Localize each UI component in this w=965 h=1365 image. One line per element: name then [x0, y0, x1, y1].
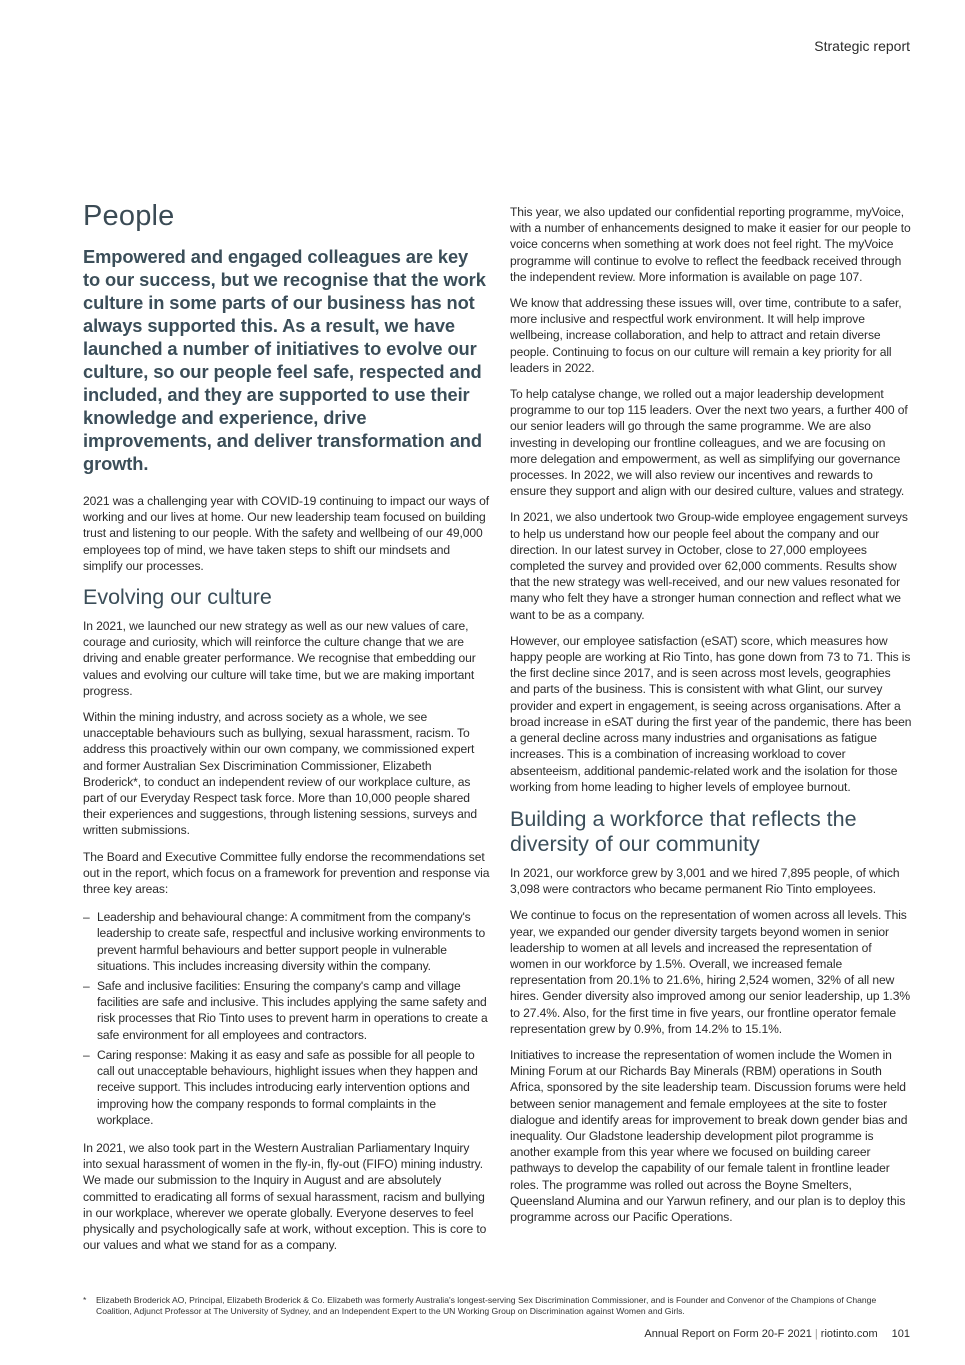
list-item: – Caring response: Making it as easy and safe as possible for all people to call out unacceptable behaviours, highlight issues when they happen and receive support. This includes introducing early intervention options and improving how the company responds to formal complaints in the workplace. — [83, 1047, 490, 1128]
footnote — [83, 1295, 913, 1317]
body-paragraph: In 2021, we also took part in the Western Australian Parliamentary Inquiry into sexual harassment of women in the fly-in, fly-out (FIFO) mining industry. We made our submission to the Inquiry in August and are absolutely committed to eradicating all forms of sexual harassment, racism and bullying in our workplace, wherever we operate globally. Everyone deserves to feel physically and psychologically safe at work, without exception. This is core to our values and what we stand for as a company. — [83, 1140, 487, 1253]
site-link[interactable]: riotinto.com — [820, 1328, 878, 1340]
key-areas-list — [83, 909, 490, 1128]
left-column — [83, 200, 490, 1263]
body-paragraph: In 2021, we also undertook two Group-wide employee engagement surveys to help us understand how our people feel about the company and our direction. In our latest survey in October, close to 27,000 employees completed the survey and provided over 62,000 comments. Results show that the new strategy was well-received, and our new values resonated for many who felt they have a stronger human connection and reflect what we want to be as a company. — [510, 510, 908, 622]
body-paragraph: In 2021, we launched our new strategy as well as our new values of care, courage and curiosity, which will reinforce the culture change that we are driving and enable greater performance. We recognise that embedding our values and evolving our culture will take time, but we are making important progress. — [83, 619, 476, 698]
lead-paragraph: Empowered and engaged colleagues are key to our success, but we recognise that the work culture in some parts of our business has not always supported this. As a result, we have launched a number of initiatives to evolve our culture, so our people feel safe, respected and included, and they are supported to use their knowledge and experience, drive improvements, and deliver transformation and growth. — [83, 246, 486, 474]
page-footer — [644, 1328, 910, 1340]
body-paragraph: This year, we also updated our confidential reporting programme, myVoice, with a number of enhancements designed to make it easier for our people to voice concerns when something at work does not feel right. The myVoice programme will continue to evolve to reflect the feedback received through the independent review. More information is available on page 107. — [510, 205, 911, 284]
section-label: Strategic report — [814, 38, 910, 54]
body-paragraph: We know that addressing these issues will, over time, contribute to a safer, more inclusive and respectful work environment. It will help improve wellbeing, increase collaboration, and help to attract and retain diverse people. Continuing to focus on our culture will remain a key priority for all leaders in 2022. — [510, 296, 902, 375]
right-column — [510, 204, 912, 1235]
body-paragraph: The Board and Executive Committee fully endorse the recommendations set out in the report, which focus on a framework for prevention and response via three key areas: — [83, 849, 490, 897]
footnote-mark: * — [83, 1295, 87, 1305]
list-item: – Safe and inclusive facilities: Ensuring the company's camp and village facilities are safe and inclusive. This includes applying the same safety and risk processes that Rio Tinto uses to prevent harm in operations to create a safe environment for all employees and contractors. — [83, 978, 490, 1043]
body-paragraph: Within the mining industry, and across society as a whole, we see unacceptable behaviours such as bullying, sexual harassment, racism. To address this proactively within our own company, we commissioned expert and former Australian Sex Discrimination Commissioner, Elizabeth Broderick*, to conduct an independent review of our workplace culture, as part of our Everyday Respect task force. More than 10,000 people shared their experiences and suggestions, through listening sessions, surveys and written submissions. — [83, 710, 477, 838]
body-paragraph: However, our employee satisfaction (eSAT) score, which measures how happy people are working at Rio Tinto, has gone down from 73 to 71. This is the first decline since 2017, and is seen across most levels, geographies and parts of the business. This is consistent with what Glint, our survey provider and expert in engagement, is seeing across organisations. After a broad increase in eSAT during the first year of the pandemic, there has been a general decline across many industries and organisations as fatigue increases. This is a combination of increasing workload to cover absenteeism, additional pandemic-related work and the isolation for those working from home leading to higher levels of employee burnout. — [510, 633, 912, 794]
footnote-text: Elizabeth Broderick AO, Principal, Elizabeth Broderick & Co. Elizabeth was formerly Australia's longest-serving Sex Discrimination Commissioner, and is Founder and Convenor of the Champions of Change Coalition, Adjunct Professor at The University of Sydney, and an Independent Expert to the UN Working Group on Discrimination against Women and Girls. — [96, 1295, 877, 1316]
footer-separator: | — [814, 1328, 818, 1340]
body-paragraph: In 2021, our workforce grew by 3,001 and we hired 7,895 people, of which 3,098 were contractors who became permanent Rio Tinto employees. — [510, 865, 900, 897]
list-item: – Leadership and behavioural change: A commitment from the company's leadership to create safe, respectful and inclusive working environments to prevent harmful behaviours and better support people in vulnerable situations. This includes increasing diversity within the company. — [83, 909, 490, 974]
page-title: People — [83, 200, 175, 232]
page-number: 101 — [891, 1328, 910, 1340]
report-title: Annual Report on Form 20-F 2021 — [644, 1328, 812, 1340]
intro-paragraph: 2021 was a challenging year with COVID-19 continuing to impact our ways of working and our lives at home. Our new leadership team focused on building trust and listening to our people. With the safety and wellbeing of our 49,000 employees top of mind, we have taken steps to shift our mindsets and simplify our processes. — [83, 494, 490, 573]
body-paragraph: Initiatives to increase the representation of women include the Women in Mining Forum at our Richards Bay Minerals (RBM) operations in South Africa, sponsored by the site leadership team. Discussion forums were held between senior management and female employees at the site to foster dialogue and identify areas for improvement to break down gender bias and inequality. Our Gladstone leadership development pilot programme is another example from this year where we focused on building career pathways to develop the capability of our female talent in frontline leader roles. The programme was rolled out across the Boyne Smelters, Queensland Alumina and our Yarwun refinery, and our plan is to deploy this programme across our Pacific Operations. — [510, 1047, 908, 1224]
body-paragraph: We continue to focus on the representation of women across all levels. This year, we expanded our gender diversity targets beyond women in senior leadership to women at all levels and increased the representation of women in our workforce by 1.5%. Overall, we increased female representation from 20.1% to 21.6%, hiring 2,524 women, 32% of all new hires. Gender diversity also improved among our senior leadership, up 1.3% to 27.4%. Also, for the first time in five years, our frontline operator female representation grew by 0.9%, from 14.2% to 15.1%. — [510, 908, 910, 1036]
section-heading-diversity: Building a workforce that reflects the diversity of our community — [510, 806, 857, 856]
section-heading-culture: Evolving our culture — [83, 585, 272, 610]
body-paragraph: To help catalyse change, we rolled out a major leadership development programme to our top 115 leaders. Over the next two years, a further 400 of our senior leaders will go through the same programme. We are also investing in developing our frontline colleagues, and we are focusing on more delegation and empowerment, as well as simplifying our governance processes. In 2022, we will also review our incentives and rewards to ensure they support and align with our desired culture, values and strategy. — [510, 387, 908, 499]
